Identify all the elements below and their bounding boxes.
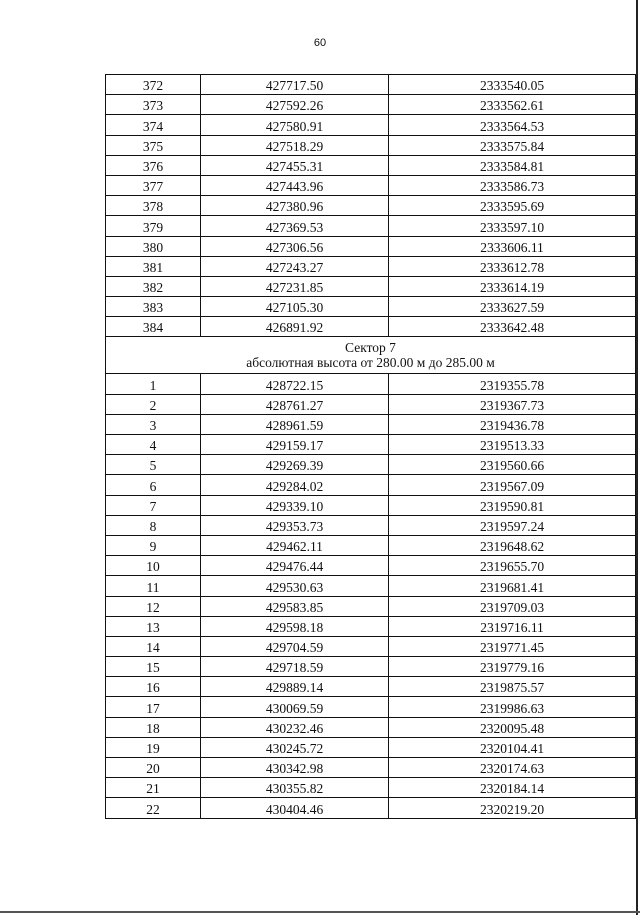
point-number-cell: 19	[106, 737, 201, 757]
point-number-cell: 11	[106, 576, 201, 596]
y-coordinate-cell: 2319436.78	[389, 414, 636, 434]
point-number-cell: 384	[106, 317, 201, 337]
y-coordinate-cell: 2319655.70	[389, 556, 636, 576]
point-number-cell: 17	[106, 697, 201, 717]
rows-after-section	[106, 374, 636, 818]
table-row	[106, 596, 636, 616]
y-coordinate-cell: 2320104.41	[389, 737, 636, 757]
x-coordinate-cell: 427443.96	[201, 175, 389, 195]
table-row	[106, 256, 636, 276]
y-coordinate-cell: 2319986.63	[389, 697, 636, 717]
x-coordinate-cell: 430069.59	[201, 697, 389, 717]
y-coordinate-cell: 2333595.69	[389, 196, 636, 216]
y-coordinate-cell: 2319567.09	[389, 475, 636, 495]
y-coordinate-cell: 2319367.73	[389, 394, 636, 414]
section-header-row	[106, 337, 636, 374]
x-coordinate-cell: 430245.72	[201, 737, 389, 757]
y-coordinate-cell: 2320219.20	[389, 798, 636, 818]
y-coordinate-cell: 2319681.41	[389, 576, 636, 596]
x-coordinate-cell: 427717.50	[201, 75, 389, 95]
table-row	[106, 135, 636, 155]
table-row	[106, 697, 636, 717]
x-coordinate-cell: 429284.02	[201, 475, 389, 495]
point-number-cell: 7	[106, 495, 201, 515]
point-number-cell: 14	[106, 636, 201, 656]
table-row	[106, 677, 636, 697]
section-header-group	[106, 337, 636, 374]
point-number-cell: 372	[106, 75, 201, 95]
x-coordinate-cell: 429598.18	[201, 616, 389, 636]
section-title: Сектор 7	[345, 340, 396, 356]
point-number-cell: 16	[106, 677, 201, 697]
table-row	[106, 75, 636, 95]
point-number-cell: 376	[106, 155, 201, 175]
point-number-cell: 18	[106, 717, 201, 737]
table-row	[106, 455, 636, 475]
point-number-cell: 375	[106, 135, 201, 155]
y-coordinate-cell: 2319355.78	[389, 374, 636, 394]
table-row	[106, 475, 636, 495]
point-number-cell: 2	[106, 394, 201, 414]
y-coordinate-cell: 2319597.24	[389, 515, 636, 535]
section-subtitle: абсолютная высота от 280.00 м до 285.00 м	[246, 355, 495, 371]
page-number: 60	[313, 37, 327, 49]
point-number-cell: 10	[106, 556, 201, 576]
x-coordinate-cell: 429339.10	[201, 495, 389, 515]
x-coordinate-cell: 427306.56	[201, 236, 389, 256]
page-edge-right	[636, 0, 638, 915]
y-coordinate-cell: 2319771.45	[389, 636, 636, 656]
point-number-cell: 382	[106, 276, 201, 296]
y-coordinate-cell: 2333562.61	[389, 95, 636, 115]
y-coordinate-cell: 2319590.81	[389, 495, 636, 515]
x-coordinate-cell: 429583.85	[201, 596, 389, 616]
y-coordinate-cell: 2333612.78	[389, 256, 636, 276]
x-coordinate-cell: 428961.59	[201, 414, 389, 434]
point-number-cell: 1	[106, 374, 201, 394]
y-coordinate-cell: 2333564.53	[389, 115, 636, 135]
table-row	[106, 216, 636, 236]
point-number-cell: 383	[106, 297, 201, 317]
point-number-cell: 22	[106, 798, 201, 818]
point-number-cell: 379	[106, 216, 201, 236]
table-row	[106, 317, 636, 337]
x-coordinate-cell: 430355.82	[201, 778, 389, 798]
point-number-cell: 5	[106, 455, 201, 475]
table-row	[106, 758, 636, 778]
y-coordinate-cell: 2333597.10	[389, 216, 636, 236]
section-header-cell	[106, 337, 636, 374]
y-coordinate-cell: 2333575.84	[389, 135, 636, 155]
x-coordinate-cell: 428761.27	[201, 394, 389, 414]
y-coordinate-cell: 2320184.14	[389, 778, 636, 798]
y-coordinate-cell: 2319513.33	[389, 435, 636, 455]
x-coordinate-cell: 429462.11	[201, 535, 389, 555]
point-number-cell: 378	[106, 196, 201, 216]
x-coordinate-cell: 429159.17	[201, 435, 389, 455]
table-row	[106, 737, 636, 757]
x-coordinate-cell: 427243.27	[201, 256, 389, 276]
table-row	[106, 297, 636, 317]
x-coordinate-cell: 430342.98	[201, 758, 389, 778]
x-coordinate-cell: 427380.96	[201, 196, 389, 216]
point-number-cell: 8	[106, 515, 201, 535]
x-coordinate-cell: 427580.91	[201, 115, 389, 135]
x-coordinate-cell: 429476.44	[201, 556, 389, 576]
x-coordinate-cell: 429718.59	[201, 657, 389, 677]
table-row	[106, 374, 636, 394]
y-coordinate-cell: 2333584.81	[389, 155, 636, 175]
x-coordinate-cell: 427231.85	[201, 276, 389, 296]
x-coordinate-cell: 429353.73	[201, 515, 389, 535]
point-number-cell: 4	[106, 435, 201, 455]
x-coordinate-cell: 427455.31	[201, 155, 389, 175]
y-coordinate-cell: 2319648.62	[389, 535, 636, 555]
y-coordinate-cell: 2319779.16	[389, 657, 636, 677]
y-coordinate-cell: 2320174.63	[389, 758, 636, 778]
x-coordinate-cell: 427105.30	[201, 297, 389, 317]
y-coordinate-cell: 2333586.73	[389, 175, 636, 195]
table-row	[106, 115, 636, 135]
table-row	[106, 276, 636, 296]
x-coordinate-cell: 429889.14	[201, 677, 389, 697]
table-row	[106, 236, 636, 256]
y-coordinate-cell: 2319875.57	[389, 677, 636, 697]
table-row	[106, 196, 636, 216]
table-row	[106, 175, 636, 195]
table-row	[106, 515, 636, 535]
x-coordinate-cell: 429704.59	[201, 636, 389, 656]
table-row	[106, 636, 636, 656]
point-number-cell: 21	[106, 778, 201, 798]
y-coordinate-cell: 2319560.66	[389, 455, 636, 475]
x-coordinate-cell: 427592.26	[201, 95, 389, 115]
y-coordinate-cell: 2333642.48	[389, 317, 636, 337]
point-number-cell: 6	[106, 475, 201, 495]
table-row	[106, 495, 636, 515]
table-row	[106, 717, 636, 737]
table-row	[106, 616, 636, 636]
table-row	[106, 576, 636, 596]
y-coordinate-cell: 2319716.11	[389, 616, 636, 636]
y-coordinate-cell: 2319709.03	[389, 596, 636, 616]
point-number-cell: 380	[106, 236, 201, 256]
point-number-cell: 9	[106, 535, 201, 555]
point-number-cell: 12	[106, 596, 201, 616]
point-number-cell: 15	[106, 657, 201, 677]
y-coordinate-cell: 2333614.19	[389, 276, 636, 296]
x-coordinate-cell: 429530.63	[201, 576, 389, 596]
table-row	[106, 435, 636, 455]
y-coordinate-cell: 2333540.05	[389, 75, 636, 95]
page-edge-bottom	[0, 911, 640, 913]
point-number-cell: 13	[106, 616, 201, 636]
table-row	[106, 556, 636, 576]
point-number-cell: 377	[106, 175, 201, 195]
point-number-cell: 373	[106, 95, 201, 115]
rows-before-section	[106, 75, 636, 337]
table-row	[106, 778, 636, 798]
y-coordinate-cell: 2320095.48	[389, 717, 636, 737]
point-number-cell: 20	[106, 758, 201, 778]
y-coordinate-cell: 2333627.59	[389, 297, 636, 317]
table-row	[106, 394, 636, 414]
table-row	[106, 95, 636, 115]
table-row	[106, 798, 636, 818]
table-row	[106, 535, 636, 555]
table-row	[106, 657, 636, 677]
x-coordinate-cell: 429269.39	[201, 455, 389, 475]
point-number-cell: 381	[106, 256, 201, 276]
table-row	[106, 414, 636, 434]
x-coordinate-cell: 428722.15	[201, 374, 389, 394]
x-coordinate-cell: 427369.53	[201, 216, 389, 236]
x-coordinate-cell: 426891.92	[201, 317, 389, 337]
table-row	[106, 155, 636, 175]
x-coordinate-cell: 430404.46	[201, 798, 389, 818]
point-number-cell: 374	[106, 115, 201, 135]
y-coordinate-cell: 2333606.11	[389, 236, 636, 256]
point-number-cell: 3	[106, 414, 201, 434]
coordinates-table	[105, 74, 636, 819]
x-coordinate-cell: 427518.29	[201, 135, 389, 155]
x-coordinate-cell: 430232.46	[201, 717, 389, 737]
